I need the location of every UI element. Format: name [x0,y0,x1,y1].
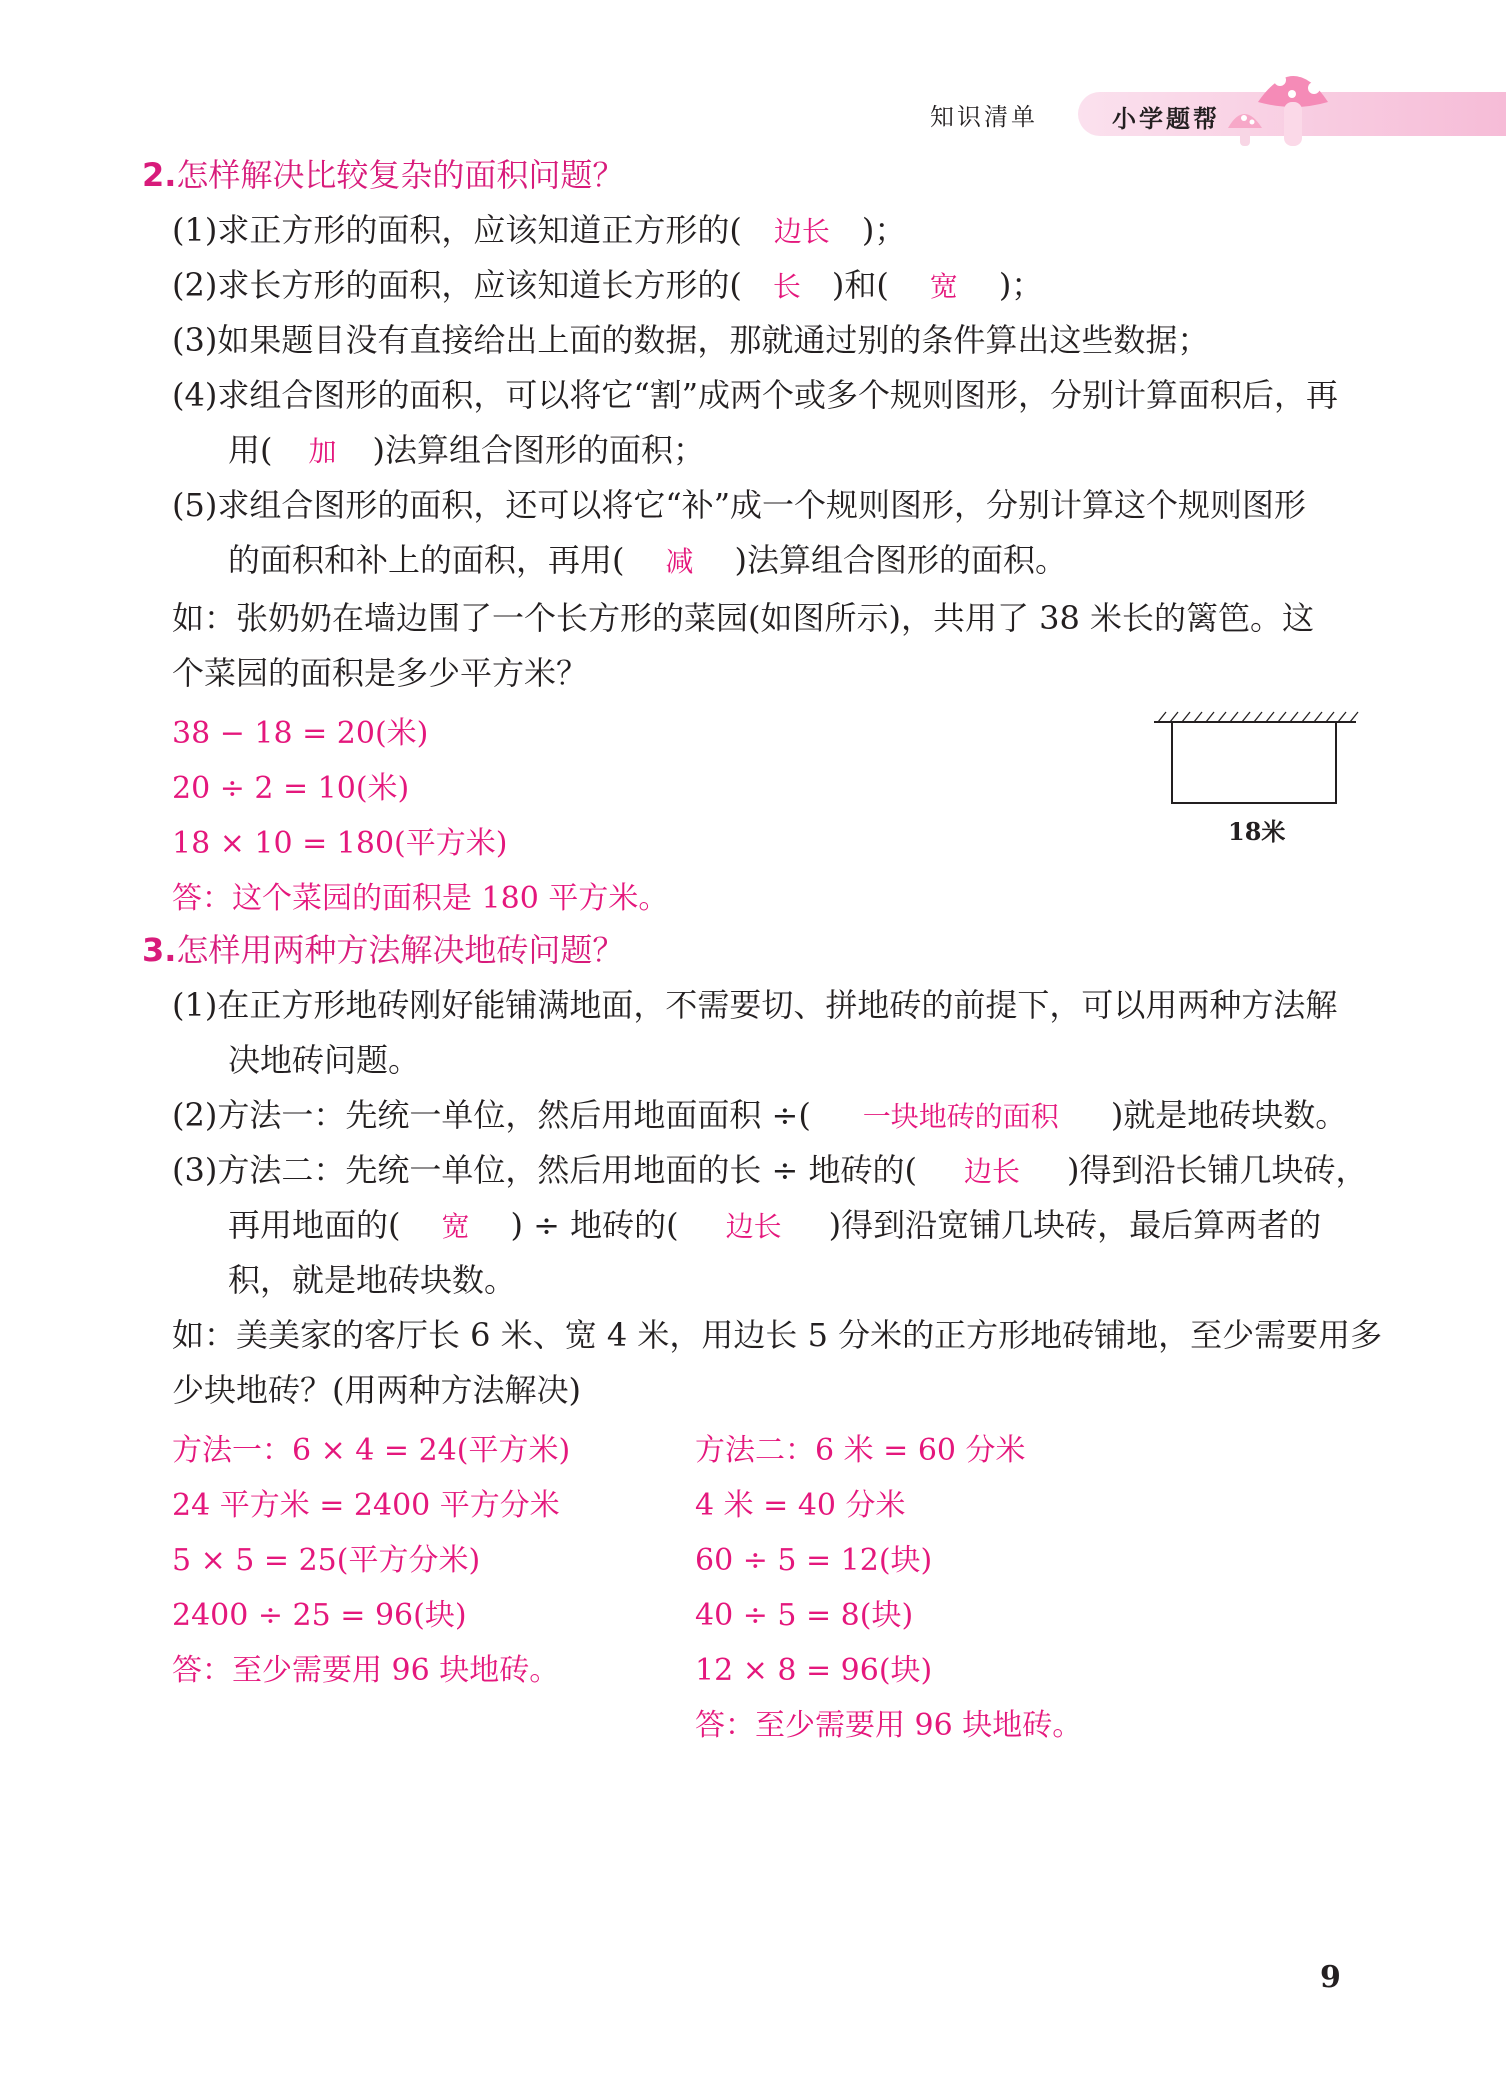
method1-answer: 答：至少需要用 96 块地砖。 [172,1653,560,1688]
header-left-title: 知识清单 [930,103,1038,131]
method1-line-3: 5 × 5 = 25(平方分米) [172,1543,481,1578]
q3-item-3-answer-2: 宽 [441,1210,470,1243]
q2-item-4-text: 用( [228,431,273,469]
method2-line-2: 4 米 = 40 分米 [695,1488,906,1523]
q3-title: 怎样用两种方法解决地砖问题？ [176,931,625,969]
mushroom-icon [1222,54,1342,154]
q3-item-3-line3: 积，就是地砖块数。 [228,1261,517,1299]
q3-example-line1: 如：美美家的客厅长 6 米、宽 4 米，用边长 5 分米的正方形地砖铺地，至少需要用多 [172,1316,1383,1354]
q2-item-1 [172,210,906,252]
q2-item-2 [172,265,1043,307]
q2-answer: 答：这个菜园的面积是 180 平方米。 [172,881,669,916]
q2-item-5-end: )法算组合图形的面积。 [734,541,1067,579]
q2-item-4-line1: (4)求组合图形的面积，可以将它“割”成两个或多个规则图形，分别计算面积后，再 [172,376,1339,414]
method1-line-2: 24 平方米 = 2400 平方分米 [172,1488,560,1523]
method2-line-4: 40 ÷ 5 = 8(块) [695,1598,914,1633]
method2-line-5: 12 × 8 = 96(块) [695,1653,933,1688]
q2-item-4-end: )法算组合图形的面积； [372,431,705,469]
q2-item-5-text: 的面积和补上的面积，再用( [228,541,625,579]
page-number: 9 [1320,1960,1341,1995]
method2-answer: 答：至少需要用 96 块地砖。 [695,1708,1083,1743]
garden-figure-label: 18米 [1228,817,1286,846]
q3-item-2-end: )就是地砖块数。 [1110,1096,1348,1134]
q2-title: 怎样解决比较复杂的面积问题？ [176,156,625,194]
q3-item-3-answer-3: 边长 [725,1210,782,1243]
q2-item-5-line1: (5)求组合图形的面积，还可以将它“补”成一个规则图形，分别计算这个规则图形 [172,486,1307,524]
q2-item-3: (3)如果题目没有直接给出上面的数据，那就通过别的条件算出这些数据； [172,321,1210,359]
q2-item-1-answer: 边长 [773,215,830,248]
q3-item-2-answer: 一块地砖的面积 [862,1100,1059,1133]
q2-item-4-answer: 加 [308,435,337,468]
q2-item-5-answer: 减 [665,545,694,578]
q3-item-1-line1: (1)在正方形地砖刚好能铺满地面，不需要切、拼地砖的前提下，可以用两种方法解 [172,986,1338,1024]
q3-item-3-end: )得到沿长铺几块砖， [1066,1151,1368,1189]
q3-item-3-answer-1: 边长 [963,1155,1020,1188]
q2-example-line1: 如：张奶奶在墙边围了一个长方形的菜园(如图所示)，共用了 38 米长的篱笆。这 [172,599,1315,637]
q3-item-3-line2 [228,1205,1321,1247]
garden-figure [1150,708,1360,818]
q3-item-3-mid: ) ÷ 地砖的( [510,1206,679,1244]
q3-item-2 [172,1095,1347,1137]
q3-item-3-text: (3)方法二：先统一单位，然后用地面的长 ÷ 地砖的( [172,1151,917,1189]
q2-work-line-2: 20 ÷ 2 = 10(米) [172,771,410,806]
q3-item-3-text-2: 再用地面的( [228,1206,401,1244]
q2-item-4-line2 [228,430,705,472]
q3-heading [142,930,624,970]
q3-number: 3. [142,931,177,969]
q2-item-1-end: )； [861,211,907,249]
q2-example-line2: 个菜园的面积是多少平方米？ [172,654,589,692]
q2-item-2-text: (2)求长方形的面积，应该知道长方形的( [172,266,742,304]
q2-item-2-end: )； [998,266,1044,304]
q3-item-3-line1 [172,1150,1367,1192]
q2-item-2-answer-2: 宽 [929,270,958,303]
q2-item-5-line2 [228,540,1067,582]
method2-line-3: 60 ÷ 5 = 12(块) [695,1543,933,1578]
q3-example-line2: 少块地砖？(用两种方法解决) [172,1371,581,1409]
header-right-title: 小学题帮 [1112,105,1220,133]
q2-item-2-answer-1: 长 [772,270,801,303]
q2-number: 2. [142,156,177,194]
q2-work-line-1: 38 − 18 = 20(米) [172,716,429,751]
q2-item-1-text: (1)求正方形的面积，应该知道正方形的( [172,211,742,249]
q3-item-3-end-2: )得到沿宽铺几块砖，最后算两者的 [828,1206,1322,1244]
q3-item-1-line2: 决地砖问题。 [228,1041,421,1079]
method1-line-4: 2400 ÷ 25 = 96(块) [172,1598,467,1633]
method1-line-1: 方法一：6 × 4 = 24(平方米) [172,1433,571,1468]
q2-work-line-3: 18 × 10 = 180(平方米) [172,826,508,861]
method2-line-1: 方法二：6 米 = 60 分米 [695,1433,1026,1468]
q2-item-2-mid: )和( [831,266,889,304]
q3-item-2-text: (2)方法一：先统一单位，然后用地面面积 ÷( [172,1096,811,1134]
q2-heading [142,155,624,195]
